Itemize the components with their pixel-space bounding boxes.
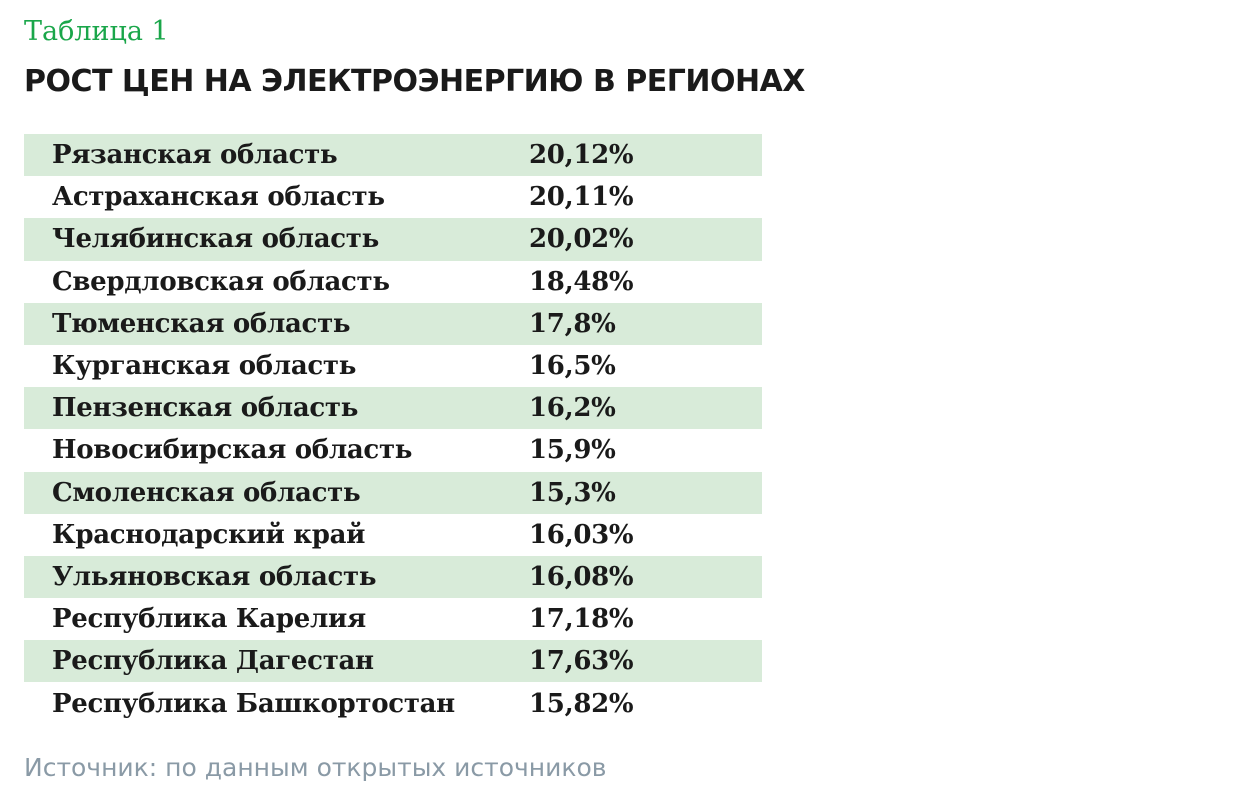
- value-cell: 17,63%: [529, 640, 762, 682]
- region-cell: Челябинская область: [24, 218, 529, 260]
- value-cell: 17,18%: [529, 604, 634, 635]
- table-row: [24, 472, 762, 514]
- region-cell: Смоленская область: [24, 472, 529, 514]
- value-cell: 16,2%: [529, 387, 762, 429]
- value-cell: 16,03%: [529, 519, 634, 550]
- table-row: [24, 598, 762, 640]
- table-caption: Таблица 1: [24, 16, 169, 47]
- region-cell: Республика Дагестан: [24, 640, 529, 682]
- table-row: [24, 429, 762, 471]
- table-row: [24, 640, 762, 682]
- price-growth-table: [24, 134, 762, 725]
- value-cell: 20,12%: [529, 134, 762, 176]
- table-title: РОСТ ЦЕН НА ЭЛЕКТРОЭНЕРГИЮ В РЕГИОНАХ: [24, 64, 805, 99]
- region-cell: Пензенская область: [24, 387, 529, 429]
- table-row: [24, 556, 762, 598]
- region-cell: Астраханская область: [52, 182, 385, 213]
- region-cell: Краснодарский край: [52, 519, 366, 550]
- table-row: [24, 134, 762, 176]
- region-cell: Ульяновская область: [24, 556, 529, 598]
- table-row: [24, 218, 762, 260]
- table-row: [24, 345, 762, 387]
- region-cell: Республика Карелия: [52, 604, 366, 635]
- value-cell: 15,9%: [529, 435, 616, 466]
- value-cell: 16,5%: [529, 351, 616, 382]
- source-note: Источник: по данным открытых источников: [24, 753, 607, 782]
- region-cell: Новосибирская область: [52, 435, 413, 466]
- value-cell: 18,48%: [529, 266, 634, 297]
- table-row: [24, 261, 762, 303]
- value-cell: 15,3%: [529, 472, 762, 514]
- value-cell: 16,08%: [529, 556, 762, 598]
- value-cell: 20,02%: [529, 218, 762, 260]
- value-cell: 15,82%: [529, 688, 634, 719]
- table-row: [24, 387, 762, 429]
- value-cell: 17,8%: [529, 303, 762, 345]
- table-row: [24, 303, 762, 345]
- table-row: [24, 682, 762, 724]
- table-row: [24, 176, 762, 218]
- region-cell: Тюменская область: [24, 303, 529, 345]
- value-cell: 20,11%: [529, 182, 634, 213]
- table-body: [24, 134, 762, 725]
- table-row: [24, 514, 762, 556]
- region-cell: Курганская область: [52, 351, 357, 382]
- region-cell: Свердловская область: [52, 266, 390, 297]
- region-cell: Рязанская область: [24, 134, 529, 176]
- region-cell: Республика Башкортостан: [52, 688, 455, 719]
